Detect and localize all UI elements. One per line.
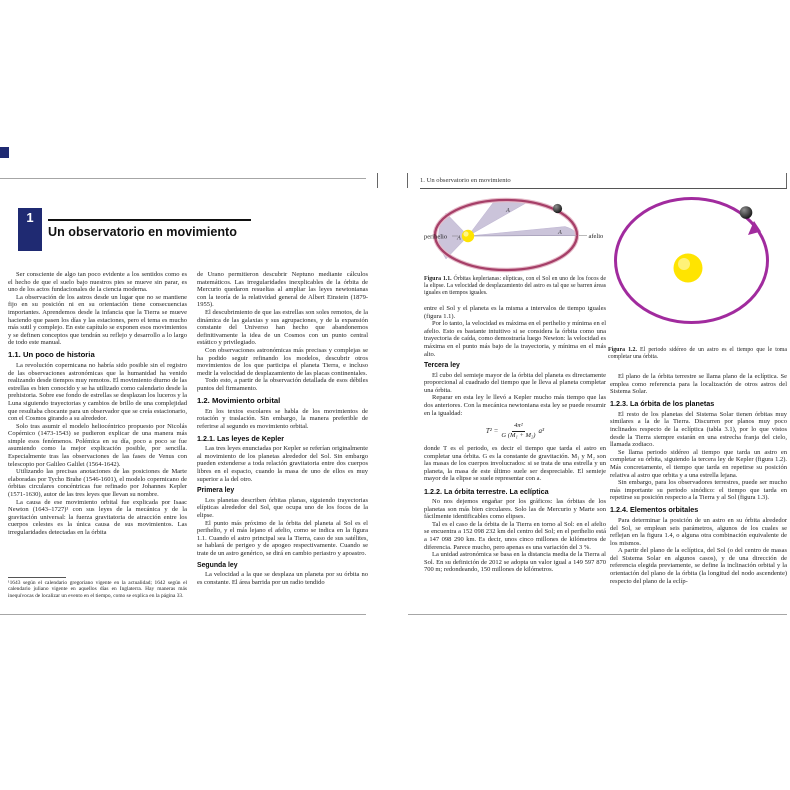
chapter-title: Un observatorio en movimiento: [48, 225, 237, 239]
paragraph: donde T es el periodo, es decir el tiempo que tarda el astro en completar una órbita. G es la constante de gravitación. M₁ y M₂ son las masas de los cuerpos involucrados: si se trata de una estrella y un planeta, la masa de este último suele ser despreciable. El semieje mayor de la elipse se suele representar con a.: [424, 445, 606, 483]
paragraph: La revolución copernicana no habría sido posible sin el registro de las observaciones astronómicas que la humanidad ha venido realizando desde tiempos muy remotos. El movimiento diurno de las estrellas es bien conocido y se ha utilizado como calendario desde la prehistoria. Sobre ese fondo de estrellas se desplazan los luceros y la Luna siguiendo trayectorias y cambios de brillo de una complejidad que resultaba chocante para un observador que se creía estacionario, con el Cosmos girando a su alrededor.: [8, 361, 187, 423]
sun-icon: [462, 230, 474, 242]
running-header: 1. Un observatorio en movimiento: [420, 177, 511, 184]
planet-icon: [740, 206, 753, 219]
subheading-segunda-ley: Segunda ley: [197, 561, 238, 569]
section-heading-kepler: 1.2.1. Las leyes de Kepler: [197, 433, 285, 443]
paragraph: La causa de ese movimiento orbital fue explicada por Isaac Newton (1643–1727)¹ con sus leyes de la mecánica y de la gravitación universal: la fuerza gravitatoria de atracción entre los cuerpos celestes es la única causa de sus movimientos. Las irregularidades detectadas en la órbita: [8, 498, 187, 536]
chapter-edge-tab: [0, 147, 9, 158]
right-page-column-2: [610, 373, 787, 613]
figure-1-2-caption: [608, 347, 787, 361]
paragraph: No nos dejemos engañar por los gráficos: las órbitas de los planetas son más bien circulares. Solo las de Mercurio y Marte son fácilmente identificables como elipses.: [424, 498, 606, 521]
aphelion-label: afelio: [588, 233, 604, 240]
left-page-bottom-rule: [0, 614, 366, 615]
left-page-top-rule: [0, 178, 366, 179]
paragraph: Se llama periodo sidéreo al tiempo que tarda un astro en completar su órbita, siguiendo la tercera ley de Kepler (figura 1.2). Más concretamente, el tiempo que tarda en repetirse su posición relativa al astro que orbita y a una estrella lejana.: [610, 448, 787, 479]
paragraph: Ser consciente de algo tan poco evidente a los sentidos como es el hecho de que el suelo bajo nuestros pies se mueve sin parar, es uno de los actos fundacionales de la ciencia moderna.: [8, 271, 187, 294]
footnote-rule: [8, 577, 66, 578]
formula-denominator: G (M₁ + M₂): [501, 432, 536, 440]
paragraph: El cubo del semieje mayor de la órbita del planeta es directamente proporcional al cuadrado del tiempo que le lleva al planeta completar una órbita.: [424, 371, 606, 394]
right-page-column-1: [424, 305, 606, 613]
paragraph: La observación de los astros desde un lugar que no se mantiene fijo en su posición ni en su orientación tiene consecuencias importantes. Aprendemos desde la infancia que la Tierra se mueve haciendo que pasen los días y las estaciones, pero el tema es mucho más sutil y complejo. En este capítulo se exponen esos movimientos y se definen conceptos que tendrán su reflejo y desarrollo a lo largo de todo este manual.: [8, 293, 187, 347]
section-heading-historia: 1.1. Un poco de historia: [8, 350, 95, 360]
subheading-primera-ley: Primera ley: [197, 487, 235, 495]
crop-mark: [377, 173, 378, 188]
kepler-third-law-formula: [424, 422, 606, 440]
crop-mark: [786, 173, 787, 188]
running-header-rule: [420, 188, 787, 189]
paragraph: El plano de la órbita terrestre se llama plano de la eclíptica. Se emplea como referencia para la localización de otros astros del Sistema Solar.: [610, 373, 787, 396]
left-page-column-2: [197, 271, 368, 609]
crop-mark: [407, 173, 408, 188]
planet-icon: [553, 204, 562, 213]
formula-lhs: T² =: [485, 426, 499, 435]
area-label: A: [506, 207, 510, 214]
subheading-tercera-ley: Tercera ley: [424, 362, 460, 370]
figure-1-1-caption-label: Figura 1.1.: [424, 276, 452, 282]
perihelion-label: perihelio: [424, 233, 448, 241]
figure-1-1-caption-text: Órbitas keplerianas: elípticas, con el Sol en uno de los focos de la elipse. La velocidad de desplazamiento del astro es tal que se barren áreas iguales en tiempos iguales.: [424, 276, 606, 296]
sun-highlight: [463, 231, 468, 236]
formula-rhs: a³: [538, 426, 545, 435]
footnote-text: ¹1643 según el calendario gregoriano vigente en la actualidad; 1642 según el calendario juliano vigente en aquellos días en Inglaterra. Hay maneras más inequívocas de localizar un evento en el tiempo, como se explica en la página 33.: [8, 580, 187, 599]
area-label: A: [558, 229, 562, 236]
figure-1-2-sidereal-period-diagram: [608, 192, 790, 344]
left-page-column-1: [8, 271, 187, 575]
footnote-block: [8, 577, 187, 599]
paragraph: Las tres leyes enunciadas por Kepler se referían originalmente al movimiento de los planetas alrededor del Sol. Sin embargo pueden extenderse a toda relación gravitatoria entre dos cuerpos libres en el espacio, cuando la masa de uno de ellos es muy superior a la del otro.: [197, 445, 368, 483]
figure-1-2-caption-text: El periodo sidéreo de un astro es el tiempo que le toma completar una órbita.: [608, 347, 787, 360]
formula-numerator: 4π²: [512, 422, 525, 431]
figure-1-1-caption: [424, 276, 606, 297]
right-page-bottom-rule: [408, 614, 787, 615]
area-label: A: [457, 234, 461, 242]
paragraph: de Urano permitieron descubrir Neptuno mediante cálculos matemáticos. Las irregularidades inexplicables de la órbita de Mercurio quedaron resueltas al ampliar las leyes newtonianas con la teoría de la relatividad general de Albert Einstein (1879-1955).: [197, 271, 368, 309]
figure-1-2-caption-label: Figura 1.2.: [608, 347, 637, 353]
paragraph: Solo tras asumir el modelo heliocéntrico propuesto por Nicolás Copérnico (1473-1543) se pudieron explicar de una manera más simple esos fenómenos. Polémica en su día, poco a poco se fue asumiendo como la mejor explicación posible, por sencilla. Especialmente tras las observaciones de las fases de Venus con telescopio por Galileo Galilei (1564-1642).: [8, 422, 187, 468]
paragraph: La velocidad a la que se desplaza un planeta por su órbita no es constante. El área barrida por un radio tendido: [197, 571, 368, 586]
formula-fraction: [501, 422, 535, 440]
paragraph: Utilizando las precisas anotaciones de las posiciones de Marte elaboradas por Tycho Brahe (1546-1601), el modelo copernicano de órbitas circulares concéntricas fue refinado por Johannes Kepler (1571-1630), autor de las tres leyes que llevan su nombre.: [8, 468, 187, 499]
chapter-title-rule: [48, 219, 251, 221]
paragraph: entre el Sol y el planeta es la misma a intervalos de tiempo iguales (figura 1.1).: [424, 305, 606, 320]
paragraph: La unidad astronómica se basa en la distancia media de la Tierra al Sol. En su definición de 2012 se adopta un valor igual a 149 597 870 700 m; redondeando, 150 millones de kilómetros.: [424, 551, 606, 574]
paragraph: Los planetas describen órbitas planas, siguiendo trayectorias elípticas alrededor del Sol, que ocupa uno de los focos de la elipse.: [197, 496, 368, 519]
paragraph: Todo esto, a partir de la observación detallada de esos débiles puntos del firmamento.: [197, 377, 368, 392]
swept-area-sector: [468, 200, 527, 236]
paragraph: En los textos escolares se habla de los movimientos de rotación y traslación. Sin embargo, la manera preferible de referirse al segundo es movimiento orbital.: [197, 407, 368, 430]
paragraph: A partir del plano de la eclíptica, del Sol (o del centro de masas del Sistema Solar en algunos casos), y de una dirección de referencia elegida previamente, se define la inclinación orbital y la orientación del plano de la órbita (la longitud del nodo ascendente) respecto del plano de la eclíp-: [610, 547, 787, 585]
section-heading-planetas: 1.2.3. La órbita de los planetas: [610, 399, 715, 409]
chapter-number-box: 1: [18, 208, 42, 251]
paragraph: El resto de los planetas del Sistema Solar tienen órbitas muy similares a la de la Tierra. Discurren por planos muy poco inclinados respecto de la eclíptica (tabla 3.1), por lo que vistos desde la Tierra siempre estarán en una estrecha franja del cielo, llamada zodiaco.: [610, 410, 787, 449]
paragraph: Reparar en esta ley le llevó a Kepler mucho más tiempo que las dos anteriores. Con la mecánica newtoniana esta ley se puede resumir en la igualdad:: [424, 394, 606, 417]
section-heading-orbital: 1.2. Movimiento orbital: [197, 396, 281, 405]
paragraph: Sin embargo, para los observadores terrestres, puede ser mucho más importante su periodo sinódico: el tiempo que tarda en repetirse su posición respecto a la Tierra y al Sol (figura 1.3).: [610, 479, 787, 502]
paragraph: Con observaciones astronómicas más precisas y complejas se ha podido seguir refinando los modelos, descubrir otros movimientos de los que participa el planeta Tierra, e incluso medir la velocidad de desplazamiento de las placas continentales.: [197, 346, 368, 377]
paragraph: Para determinar la posición de un astro en su órbita alrededor del Sol, se emplean seis parámetros, algunos de los cuales se reflejan en la figura 1.4, o alguna otra combinación equivalente de los mismos.: [610, 516, 787, 547]
sun-highlight: [678, 258, 690, 270]
section-heading-ecliptica: 1.2.2. La órbita terrestre. La eclíptica: [424, 486, 549, 496]
paragraph: El descubrimiento de que las estrellas son soles remotos, de la dinámica de las galaxias y sus agrupaciones, y de la expansión constante del Universo han hecho que abandonemos definitivamente la idea de un Cosmos con un punto central estático y privilegiado.: [197, 308, 368, 347]
figure-1-1-kepler-ellipse-diagram: [424, 196, 610, 276]
paragraph: Por lo tanto, la velocidad es máxima en el perihelio y mínima en el afelio. Esto es bastante intuitivo si se considera la órbita como una trayectoria de caída, como demostraría luego Newton: la velocidad es máxima en el punto más bajo de la trayectoria, y mínima en el más alto.: [424, 320, 606, 358]
paragraph: El punto más próximo de la órbita del planeta al Sol es el perihelio, y el más lejano el afelio, como se indica en la figura 1.1. Cuando el astro principal sea la Tierra, caso de sus satélites, se hablará de perigeo y de apogeo respectivamente. Cuando se trate de un astro genérico, se dirá en cambio periastro y apoastro.: [197, 519, 368, 557]
paragraph: Tal es el caso de la órbita de la Tierra en torno al Sol: en el afelio se encuentra a 152 098 232 km del centro del Sol; en el perihelio está a 147 098 290 km. Es decir, unos cinco millones de kilómetros de diferencia. Parece mucho, pero apenas es una variación del 3 %.: [424, 520, 606, 551]
section-heading-elementos: 1.2.4. Elementos orbitales: [610, 505, 699, 515]
